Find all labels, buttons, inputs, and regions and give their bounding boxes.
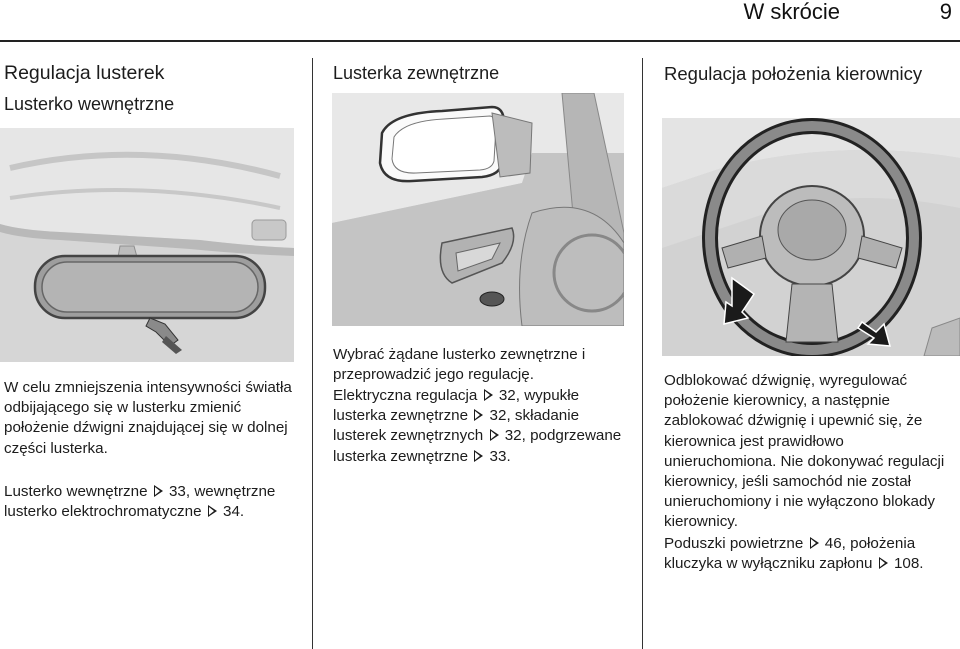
page-reference-arrow-icon xyxy=(484,389,493,401)
section-title: W skrócie xyxy=(743,0,840,24)
interior-mirror-instructions: W celu zmniejszenia intensywności światła odbijającego się w lusterku zmienić położenie dźwigni znajdującej się w dolnej części lusterka. xyxy=(4,379,292,457)
subheading-interior-mirror: Lusterko wewnętrzne xyxy=(4,94,175,114)
ref-text-interior-mirror: Lusterko wewnętrzne xyxy=(4,483,148,500)
page-reference-arrow-icon xyxy=(490,429,499,441)
heading-mirror-adjustment: Regulacja lusterek xyxy=(4,62,165,84)
ref-page-32-b[interactable]: 32, xyxy=(489,407,511,425)
column-divider-right xyxy=(642,58,643,649)
page-reference-arrow-icon xyxy=(154,485,163,497)
steering-adjustment-instructions: Odblokować dźwignię, wyregulować położenie kierownicy, a następnie zablokować dźwignię i upewnić się, że kierownica jest prawidłowo unieruchomiona. Nie dokonywać regulacji kierownicy, jeśli samochód nie został unieruchomiony i nie wyłączono blokady kierownicy. xyxy=(664,372,945,531)
interior-mirror-references xyxy=(4,482,294,522)
ref-page-46[interactable]: 46, xyxy=(824,535,846,552)
ref-text-electrochromatic: wewnętrzne lusterko elektrochromatyczne xyxy=(4,483,276,521)
heading-steering-adjustment: Regulacja położenia kierownicy xyxy=(664,63,923,84)
ref-page-32-c[interactable]: 32, podgrzewane lusterka zewnętrzne xyxy=(333,427,622,465)
page-header xyxy=(0,0,960,42)
page-reference-arrow-icon xyxy=(474,409,483,421)
ref-text-ignition-positions: położenia kluczyka w wyłączniku zapłonu xyxy=(664,535,916,573)
ref-text-convex-mirrors: wypukłe lusterka zewnętrzne xyxy=(333,387,580,425)
interior-mirror-illustration xyxy=(0,128,294,362)
ref-page-108[interactable]: 108. xyxy=(893,555,924,573)
page-reference-arrow-icon xyxy=(474,450,483,462)
ref-page-34[interactable]: 34. xyxy=(223,503,245,521)
heading-exterior-mirrors: Lusterka zewnętrzne xyxy=(333,63,500,83)
page-reference-arrow-icon xyxy=(810,537,819,549)
steering-adjustment-references xyxy=(664,534,956,574)
exterior-mirror-illustration xyxy=(332,93,624,326)
column-divider-left xyxy=(312,58,313,649)
steering-wheel-illustration xyxy=(662,118,960,356)
ref-page-32-a[interactable]: 32, xyxy=(498,387,520,404)
ref-page-33[interactable]: 33. xyxy=(489,447,511,465)
ref-text-airbags: Poduszki powietrzne xyxy=(664,535,804,552)
exterior-mirror-references xyxy=(333,386,633,467)
ref-text-folding: składanie lusterek zewnętrznych xyxy=(333,407,580,445)
page-reference-arrow-icon xyxy=(208,505,217,517)
ref-text-electric-adjustment: Elektryczna regulacja xyxy=(333,387,478,404)
exterior-mirror-instructions: Wybrać żądane lusterko zewnętrzne i przeprowadzić jego regulację. xyxy=(333,346,586,384)
page-number: 9 xyxy=(939,0,952,24)
page-reference-arrow-icon xyxy=(879,557,888,569)
ref-page-33[interactable]: 33, xyxy=(168,483,191,500)
